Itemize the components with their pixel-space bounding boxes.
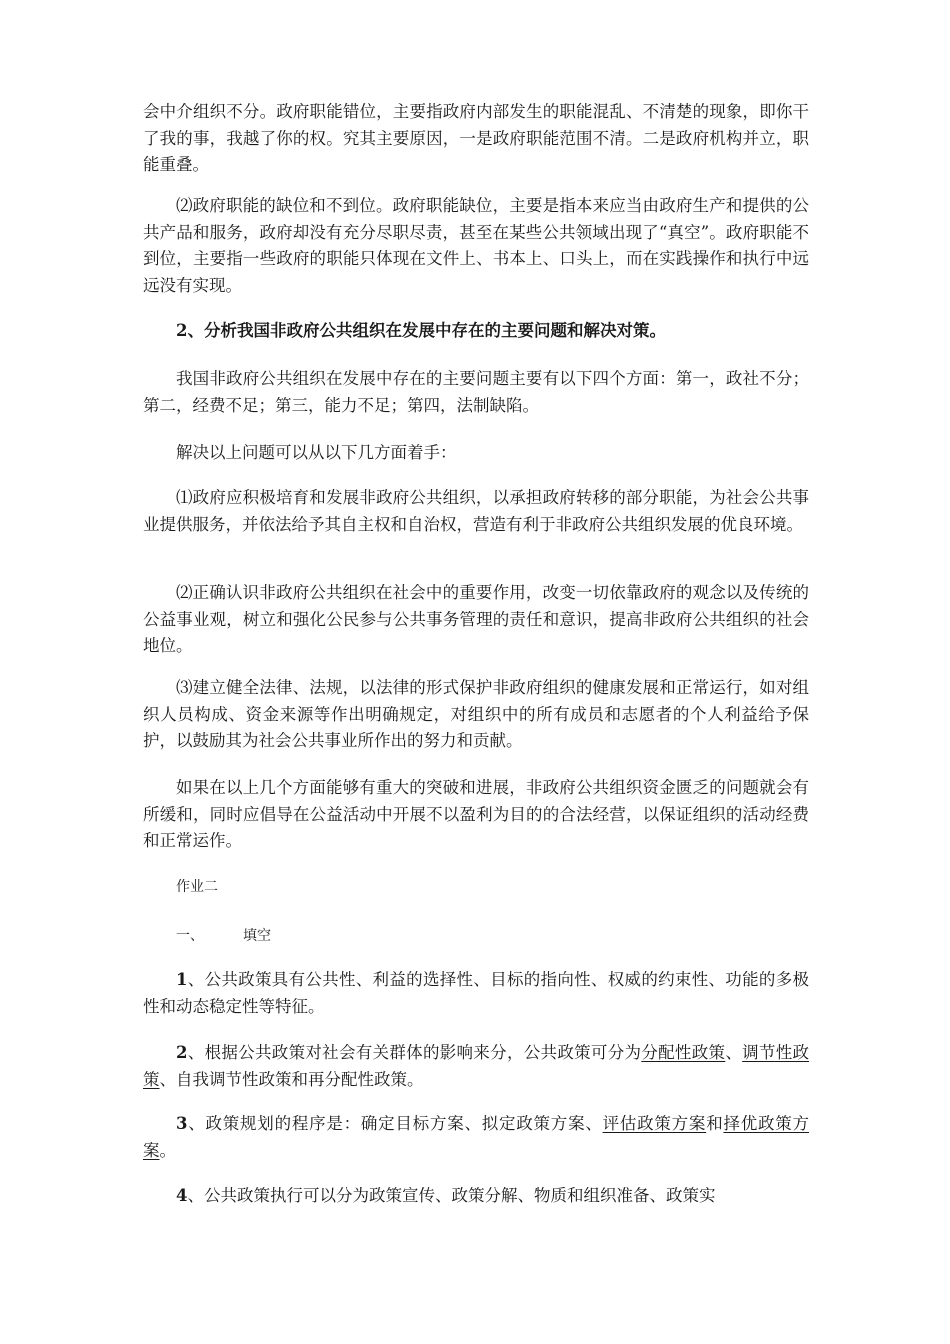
homework-title: 作业二 (176, 879, 218, 895)
solution-item-2: ⑵正确认识非政府公共组织在社会中的重要作用，改变一切依靠政府的观念以及传统的公益事业观，树立和强化公民参与公共事务管理的责任和意识，提高非政府公共组织的社会地位。 (143, 583, 809, 655)
solution-item-3: ⑶建立健全法律、法规，以法律的形式保护非政府组织的健康发展和正常运行，如对组织人员构成、资金来源等作出明确规定，对组织中的所有成员和志愿者的个人利益给予保护，以鼓励其为社会公共事业所作出的努力和贡献。 (143, 678, 809, 750)
fill-question-1 (143, 967, 809, 1020)
paragraph-intro: 会中介组织不分。政府职能错位，主要指政府内部发生的职能混乱、不清楚的现象，即你干了我的事，我越了你的权。究其主要原因，一是政府职能范围不清。二是政府机构并立，职能重叠。 (143, 102, 809, 174)
answer-blank: 评估政策方案 (602, 1114, 707, 1133)
fill-question-4 (143, 1183, 809, 1210)
question-number: 4 (176, 1186, 188, 1205)
paragraph-solutions-intro: 解决以上问题可以从以下几方面着手： (176, 443, 457, 462)
paragraph-conclusion: 如果在以上几个方面能够有重大的突破和进展，非政府公共组织资金匮乏的问题就会有所缓和，同时应倡导在公益活动中开展不以盈利为目的的合法经营，以保证组织的活动经费和正常运作。 (143, 778, 809, 850)
question-heading-2: 2、分析我国非政府公共组织在发展中存在的主要问题和解决对策。 (176, 321, 666, 340)
answer-blank: 择优政策方案 (143, 1114, 810, 1160)
question-text: 、公共政策执行可以分为政策宣传、政策分解、物质和组织准备、政策实 (187, 1186, 716, 1205)
question-text: 、根据公共政策对社会有关群体的影响来分，公共政策可分为 (187, 1043, 642, 1062)
paragraph-problems: 我国非政府公共组织在发展中存在的主要问题主要有以下四个方面：第一，政社不分；第二，经费不足；第三，能力不足；第四，法制缺陷。 (143, 369, 809, 415)
question-number: 3 (176, 1114, 188, 1133)
question-text: 、 (725, 1043, 743, 1062)
question-text: 、自我调节性政策和再分配性政策。 (159, 1069, 424, 1089)
question-text: 、公共政策具有公共性、利益的选择性、目标的指向性、权威的约束性、功能的多极性和动态稳定性等特征。 (143, 970, 809, 1016)
answer-blank: 调节性政策 (143, 1043, 810, 1089)
fill-question-3 (143, 1111, 809, 1164)
question-text: 、政策规划的程序是：确定目标方案、拟定政策方案、 (187, 1114, 603, 1133)
section-number: 一、 (176, 928, 204, 944)
solution-item-1: ⑴政府应积极培育和发展非政府公共组织，以承担政府转移的部分职能，为社会公共事业提供服务，并依法给予其自主权和自治权，营造有利于非政府公共组织发展的优良环境。 (143, 488, 809, 534)
section-title: 填空 (243, 928, 271, 944)
answer-blank: 分配性政策 (641, 1043, 726, 1062)
question-number: 2 (176, 1043, 188, 1062)
question-text: 和 (706, 1114, 724, 1133)
fill-question-2 (143, 1040, 809, 1093)
question-text: 。 (159, 1140, 176, 1160)
paragraph-function-absence: ⑵政府职能的缺位和不到位。政府职能缺位，主要是指本来应当由政府生产和提供的公共产品和服务，政府却没有充分尽职尽责，甚至在某些公共领域出现了“真空”。政府职能不到位，主要指一些政府的职能只体现在文件上、书本上、口头上，而在实践操作和执行中远远没有实现。 (143, 196, 809, 295)
question-number: 1 (176, 970, 188, 989)
